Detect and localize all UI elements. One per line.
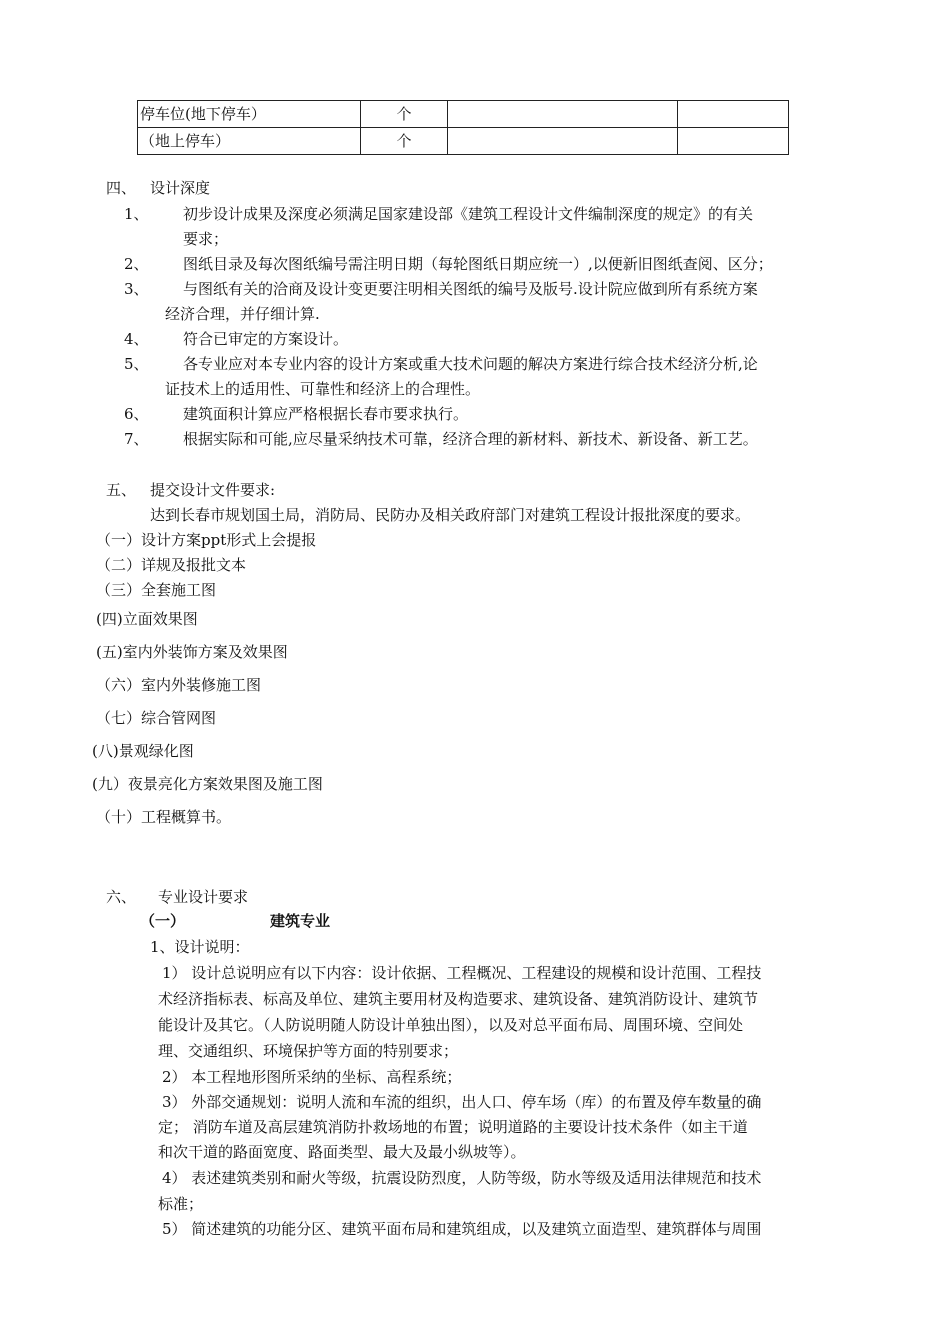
- list-number: 2、: [124, 255, 149, 273]
- table-cell-note: [678, 128, 789, 155]
- list-item: (四)立面效果图: [96, 610, 198, 628]
- list-item: 根据实际和可能,应尽量采纳技术可靠，经济合理的新材料、新技术、新设备、新工艺。: [183, 430, 758, 448]
- paragraph-line: 定； 消防车道及高层建筑消防扑救场地的布置；说明道路的主要设计技术条件（如主干道: [158, 1118, 748, 1136]
- paragraph-line: 4） 表述建筑类别和耐火等级，抗震设防烈度，人防等级，防水等级及适用法律规范和技术: [162, 1169, 762, 1187]
- list-item: (八)景观绿化图: [92, 742, 194, 760]
- table-row: [138, 101, 789, 128]
- list-item: 建筑面积计算应严格根据长春市要求执行。: [183, 405, 469, 423]
- list-item: (五)室内外装饰方案及效果图: [96, 643, 288, 661]
- list-item: 图纸目录及每次图纸编号需注明日期（每轮图纸日期应统一）,以便新旧图纸查阅、区分；: [183, 255, 773, 273]
- table-cell-value: [448, 128, 678, 155]
- list-item: 与图纸有关的洽商及设计变更要注明相关图纸的编号及版号.设计院应做到所有系统方案: [183, 280, 758, 298]
- table-cell-label: （地上停车）: [138, 128, 361, 155]
- section-number: 五、: [106, 481, 137, 499]
- section-number: 六、: [106, 888, 137, 906]
- paragraph-line: 3） 外部交通规划：说明人流和车流的组织，出人口、停车场（库）的布置及停车数量的确: [162, 1093, 762, 1111]
- list-item: （七）综合管网图: [96, 709, 217, 727]
- section-intro: 达到长春市规划国土局，消防局、民防办及相关政府部门对建筑工程设计报批深度的要求。: [150, 506, 751, 524]
- list-item: 各专业应对本专业内容的设计方案或重大技术问题的解决方案进行综合技术经济分析,论: [183, 355, 758, 373]
- list-item: （十）工程概算书。: [96, 808, 232, 826]
- paragraph-line: 术经济指标表、标高及单位、建筑主要用材及构造要求、建筑设备、建筑消防设计、建筑节: [158, 990, 759, 1008]
- paragraph-line: 5） 简述建筑的功能分区、建筑平面布局和建筑组成，以及建筑立面造型、建筑群体与周围: [162, 1220, 762, 1238]
- list-number: 6、: [124, 405, 149, 423]
- section-title: 专业设计要求: [158, 888, 249, 906]
- sub-heading: 1、设计说明：: [150, 938, 250, 956]
- subsection-title: 建筑专业: [270, 912, 331, 930]
- list-item: （一）设计方案ppt形式上会提报: [96, 531, 317, 549]
- list-item: (九）夜景亮化方案效果图及施工图: [92, 775, 323, 793]
- paragraph-line: 理、交通组织、环境保护等方面的特别要求；: [158, 1042, 459, 1060]
- list-number: 4、: [124, 330, 149, 348]
- list-item: 初步设计成果及深度必须满足国家建设部《建筑工程设计文件编制深度的规定》的有关: [183, 205, 754, 223]
- section-title: 提交设计文件要求:: [150, 481, 276, 499]
- list-item-continued: 要求；: [183, 230, 229, 248]
- list-number: 7、: [124, 430, 149, 448]
- table-cell-unit: 个: [361, 101, 448, 128]
- list-item: （二）详规及报批文本: [96, 556, 247, 574]
- paragraph-line: 标准；: [158, 1195, 204, 1213]
- list-item-continued: 经济合理，并仔细计算.: [165, 305, 320, 323]
- table-cell-note: [678, 101, 789, 128]
- table-cell-unit: 个: [361, 128, 448, 155]
- paragraph-line: 2） 本工程地形图所采纳的坐标、高程系统；: [162, 1068, 462, 1086]
- subsection-number: （一）: [140, 912, 186, 930]
- list-item-continued: 证技术上的适用性、可靠性和经济上的合理性。: [165, 380, 481, 398]
- table-row: [138, 128, 789, 155]
- list-item: （六）室内外装修施工图: [96, 676, 262, 694]
- paragraph-line: 能设计及其它。（人防说明随人防设计单独出图），以及对总平面布局、周围环境、空间处: [158, 1016, 744, 1034]
- parking-table: [137, 100, 789, 155]
- list-item: 符合已审定的方案设计。: [183, 330, 349, 348]
- section-title: 设计深度: [150, 179, 211, 197]
- list-item: （三）全套施工图: [96, 581, 217, 599]
- list-number: 3、: [124, 280, 149, 298]
- list-number: 5、: [124, 355, 149, 373]
- section-number: 四、: [106, 179, 137, 197]
- table-cell-label: 停车位(地下停车）: [138, 101, 361, 128]
- paragraph-line: 1） 设计总说明应有以下内容：设计依据、工程概况、工程建设的规模和设计范围、工程技: [162, 964, 762, 982]
- table-cell-value: [448, 101, 678, 128]
- paragraph-line: 和次干道的路面宽度、路面类型、最大及最小纵坡等）。: [158, 1143, 526, 1161]
- list-number: 1、: [124, 205, 149, 223]
